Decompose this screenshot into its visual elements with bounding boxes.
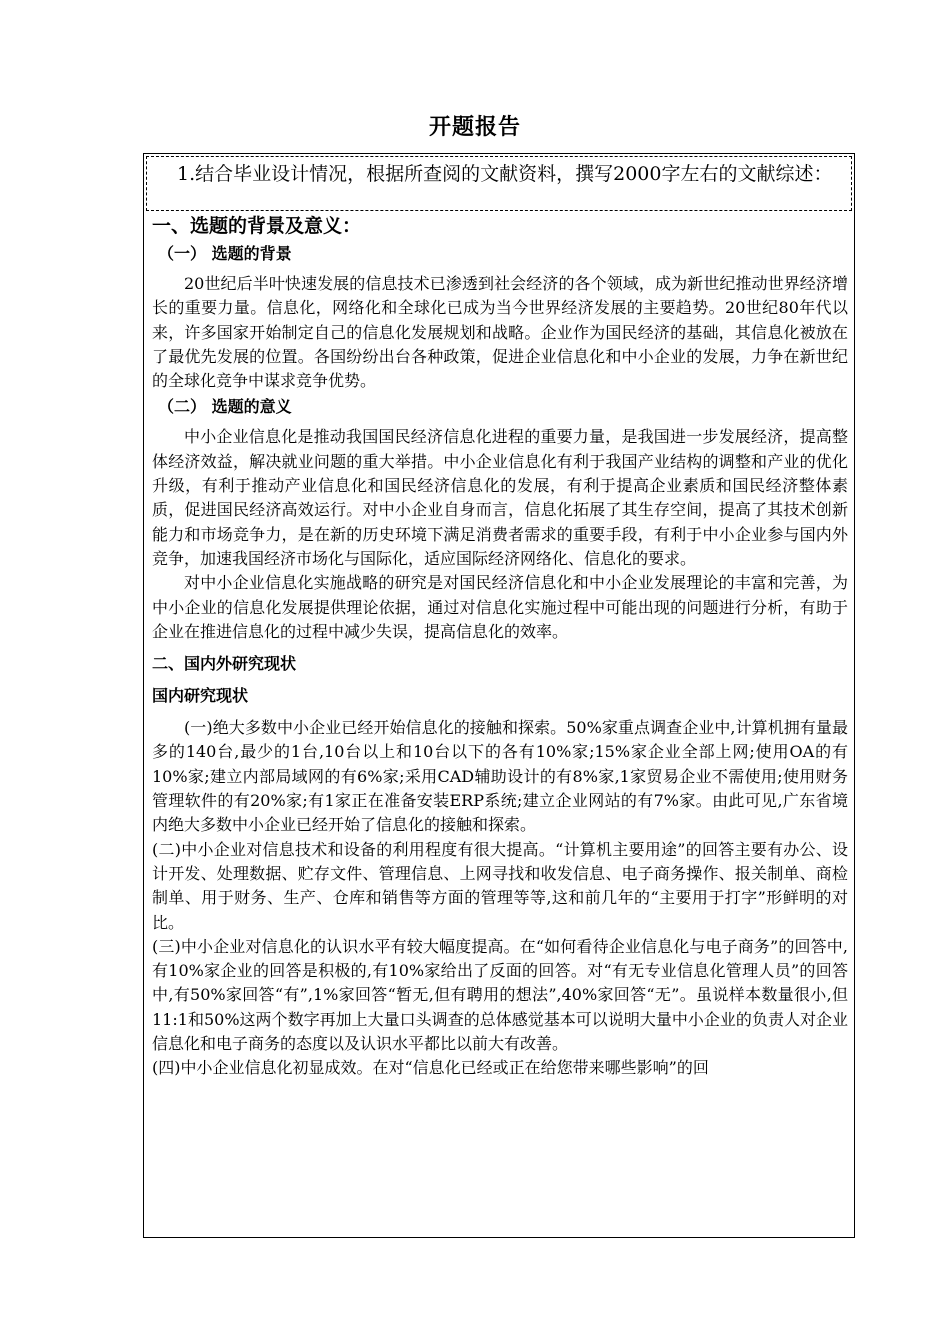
section-heading-research-status: 二、国内外研究现状: [152, 654, 297, 674]
paragraph-domestic-2: (二)中小企业对信息技术和设备的利用程度有很大提高。“计算机主要用途”的回答主要有办公、设计开发、处理数据、贮存文件、管理信息、上网寻找和收发信息、电子商务操作、报关制单、商检制单、用于财务、生产、仓库和销售等方面的管理等等,这和前几年的“主要用于打字”形鲜明的对比。: [152, 839, 848, 932]
section-heading-background-significance: 一、选题的背景及意义：: [152, 215, 362, 237]
prompt-cell: [146, 156, 852, 211]
paragraph-significance-2: 对中小企业信息化实施战略的研究是对国民经济信息化和中小企业发展理论的丰富和完善，为中小企业的信息化发展提供理论依据，通过对信息化实施过程中可能出现的问题进行分析，有助于企业在推进信息化的过程中减少失误，提高信息化的效率。: [152, 573, 848, 641]
paragraph-background: 20世纪后半叶快速发展的信息技术已渗透到社会经济的各个领域，成为新世纪推动世界经济增长的重要力量。信息化，网络化和全球化已成为当今世界经济发展的主要趋势。20世纪80年代以来，许多国家开始制定自己的信息化发展规划和战略。企业作为国民经济的基础，其信息化被放在了最优先发展的位置。各国纷纷出台各种政策，促进企业信息化和中小企业的发展，力争在新世纪的全球化竞争中谋求竞争优势。: [152, 274, 848, 391]
paragraph-domestic-3: (三)中小企业对信息化的认识水平有较大幅度提高。在“如何看待企业信息化与电子商务”的回答中,有10%家企业的回答是积极的,有10%家给出了反面的回答。对“有无专业信息化管理人员”的回答中,有50%家回答“有”,1%家回答“暂无,但有聘用的想法”,40%家回答“无”。虽说样本数量很小,但11:1和50%这两个数字再加上大量口头调查的总体感觉基本可以说明大量中小企业的负责人对企业信息化和电子商务的态度以及认识水平都比以前大有改善。: [152, 936, 848, 1054]
paragraph-domestic-4: (四)中小企业信息化初显成效。在对“信息化已经或正在给您带来哪些影响”的回: [152, 1058, 709, 1078]
report-content: [152, 212, 848, 1081]
paragraph-significance-1: 中小企业信息化是推动我国国民经济信息化进程的重要力量，是我国进一步发展经济，提高整体经济效益，解决就业问题的重大举措。中小企业信息化有利于我国产业结构的调整和产业的优化升级，有利于推动产业信息化和国民经济信息化的发展，有利于提高企业素质和国民经济整体素质，促进国民经济高效运行。对中小企业自身而言，信息化拓展了其生存空间，提高了其技术创新能力和市场竞争力，是在新的历史环境下满足消费者需求的重要手段，有利于中小企业参与国内外竞争，加速我国经济市场化与国际化，适应国际经济网络化、信息化的要求。: [152, 427, 848, 568]
page-title: 开题报告: [428, 114, 521, 140]
subheading-significance: （二） 选题的意义: [158, 397, 292, 417]
prompt-text: 1.结合毕业设计情况，根据所查阅的文献资料，撰写2000字左右的文献综述：: [177, 163, 833, 185]
paragraph-domestic-1: (一)绝大多数中小企业已经开始信息化的接触和探索。50%家重点调查企业中,计算机拥有量最多的140台,最少的1台,10台以上和10台以下的各有10%家;15%家企业全部上网;使用OA的有10%家;建立内部局域网的有6%家;采用CAD辅助设计的有8%家,1家贸易企业不需使用;使用财务管理软件的有20%家;有1家正在准备安装ERP系统;建立企业网站的有7%家。由此可见,广东省境内绝大多数中小企业已经开始了信息化的接触和探索。: [152, 718, 848, 835]
subheading-domestic-research: 国内研究现状: [152, 686, 249, 706]
subheading-background: （一） 选题的背景: [158, 244, 292, 263]
